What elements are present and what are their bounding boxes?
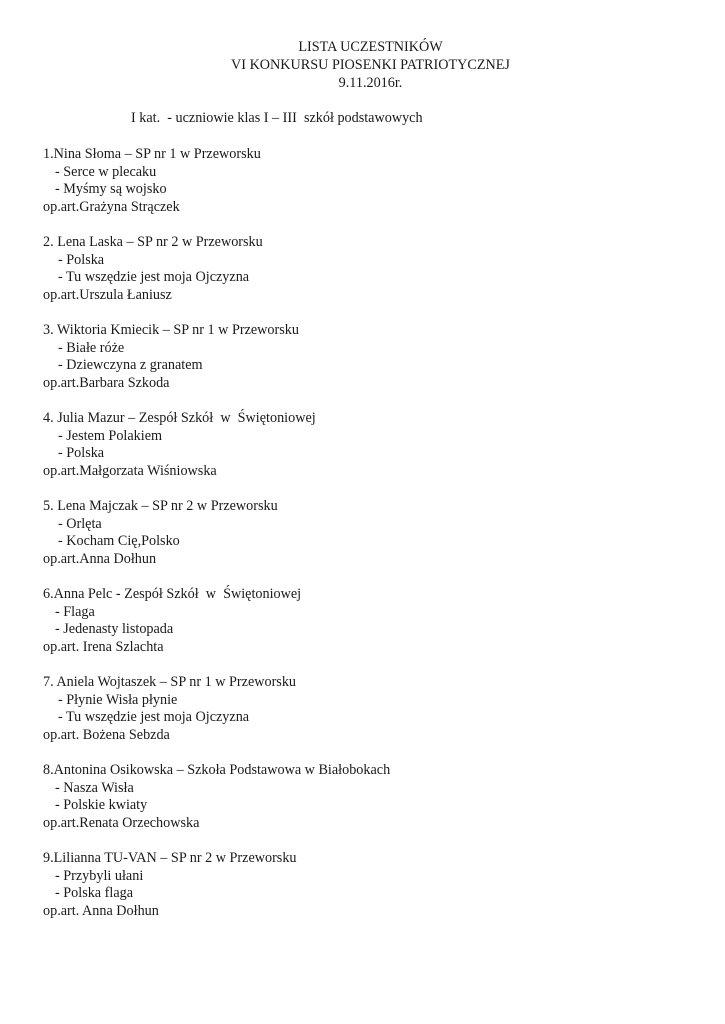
song-item: - Jedenasty listopada [55,621,174,637]
teacher-name: op.art.Małgorzata Wiśniowska [43,462,217,479]
participant-entry [43,586,683,656]
participant-entry [43,146,683,216]
song-item: - Myśmy są wojsko [55,181,167,197]
teacher-name: op.art. Irena Szlachta [43,638,164,655]
participant-entry [43,322,683,392]
song-item: - Polska [58,445,105,461]
participant-title: 3. Wiktoria Kmiecik – SP nr 1 w Przeworsku [43,322,299,338]
header-subtitle: VI KONKURSU PIOSENKI PATRIOTYCZNEJ [231,57,510,73]
participant-entry [43,762,683,832]
song-item: - Polskie kwiaty [55,797,148,813]
teacher-name: op.art.Grażyna Strączek [43,198,180,215]
song-item: - Tu wszędzie jest moja Ojczyzna [58,709,250,725]
participant-entry [43,234,683,304]
participant-list [43,146,683,938]
song-item: - Kocham Cię,Polsko [58,533,180,549]
song-item: - Przybyli ułani [55,867,144,884]
teacher-name: op.art.Anna Dołhun [43,550,157,567]
category-heading: I kat. - uczniowie klas I – III szkół podstawowych [131,110,423,126]
song-item: - Orlęta [58,515,102,532]
song-item: - Polska flaga [55,885,134,901]
teacher-name: op.art.Barbara Szkoda [43,374,170,391]
participant-title: 7. Aniela Wojtaszek – SP nr 1 w Przeworsku [43,674,297,690]
teacher-name: op.art.Urszula Łaniusz [43,286,172,303]
song-item: - Nasza Wisła [55,779,134,796]
header-title: LISTA UCZESTNIKÓW [298,39,443,55]
participant-title: 4. Julia Mazur – Zespół Szkół w Świętoniowej [43,410,316,426]
song-item: - Polska [58,251,105,268]
teacher-name: op.art. Anna Dołhun [43,902,159,919]
participant-title: 6.Anna Pelc - Zespół Szkół w Świętoniowej [43,586,302,602]
participant-title: 2. Lena Laska – SP nr 2 w Przeworsku [43,234,263,250]
song-item: - Serce w plecaku [55,163,157,180]
song-item: - Tu wszędzie jest moja Ojczyzna [58,269,250,285]
participant-title: 1.Nina Słoma – SP nr 1 w Przeworsku [43,146,261,162]
participant-entry [43,674,683,744]
song-item: - Jestem Polakiem [58,427,163,444]
teacher-name: op.art.Renata Orzechowska [43,814,200,831]
participant-title: 9.Lilianna TU-VAN – SP nr 2 w Przeworsku [43,850,297,866]
participant-title: 8.Antonina Osikowska – Szkoła Podstawowa w Białobokach [43,762,391,778]
header-date: 9.11.2016r. [338,75,403,91]
teacher-name: op.art. Bożena Sebzda [43,726,170,743]
song-item: - Dziewczyna z granatem [58,357,203,373]
song-item: - Białe róże [58,339,125,356]
participant-title: 5. Lena Majczak – SP nr 2 w Przeworsku [43,498,278,514]
participant-entry [43,850,683,920]
participant-entry [43,410,683,480]
song-item: - Flaga [55,603,95,620]
participant-entry [43,498,683,568]
song-item: - Płynie Wisła płynie [58,691,178,708]
document-header [0,38,725,92]
